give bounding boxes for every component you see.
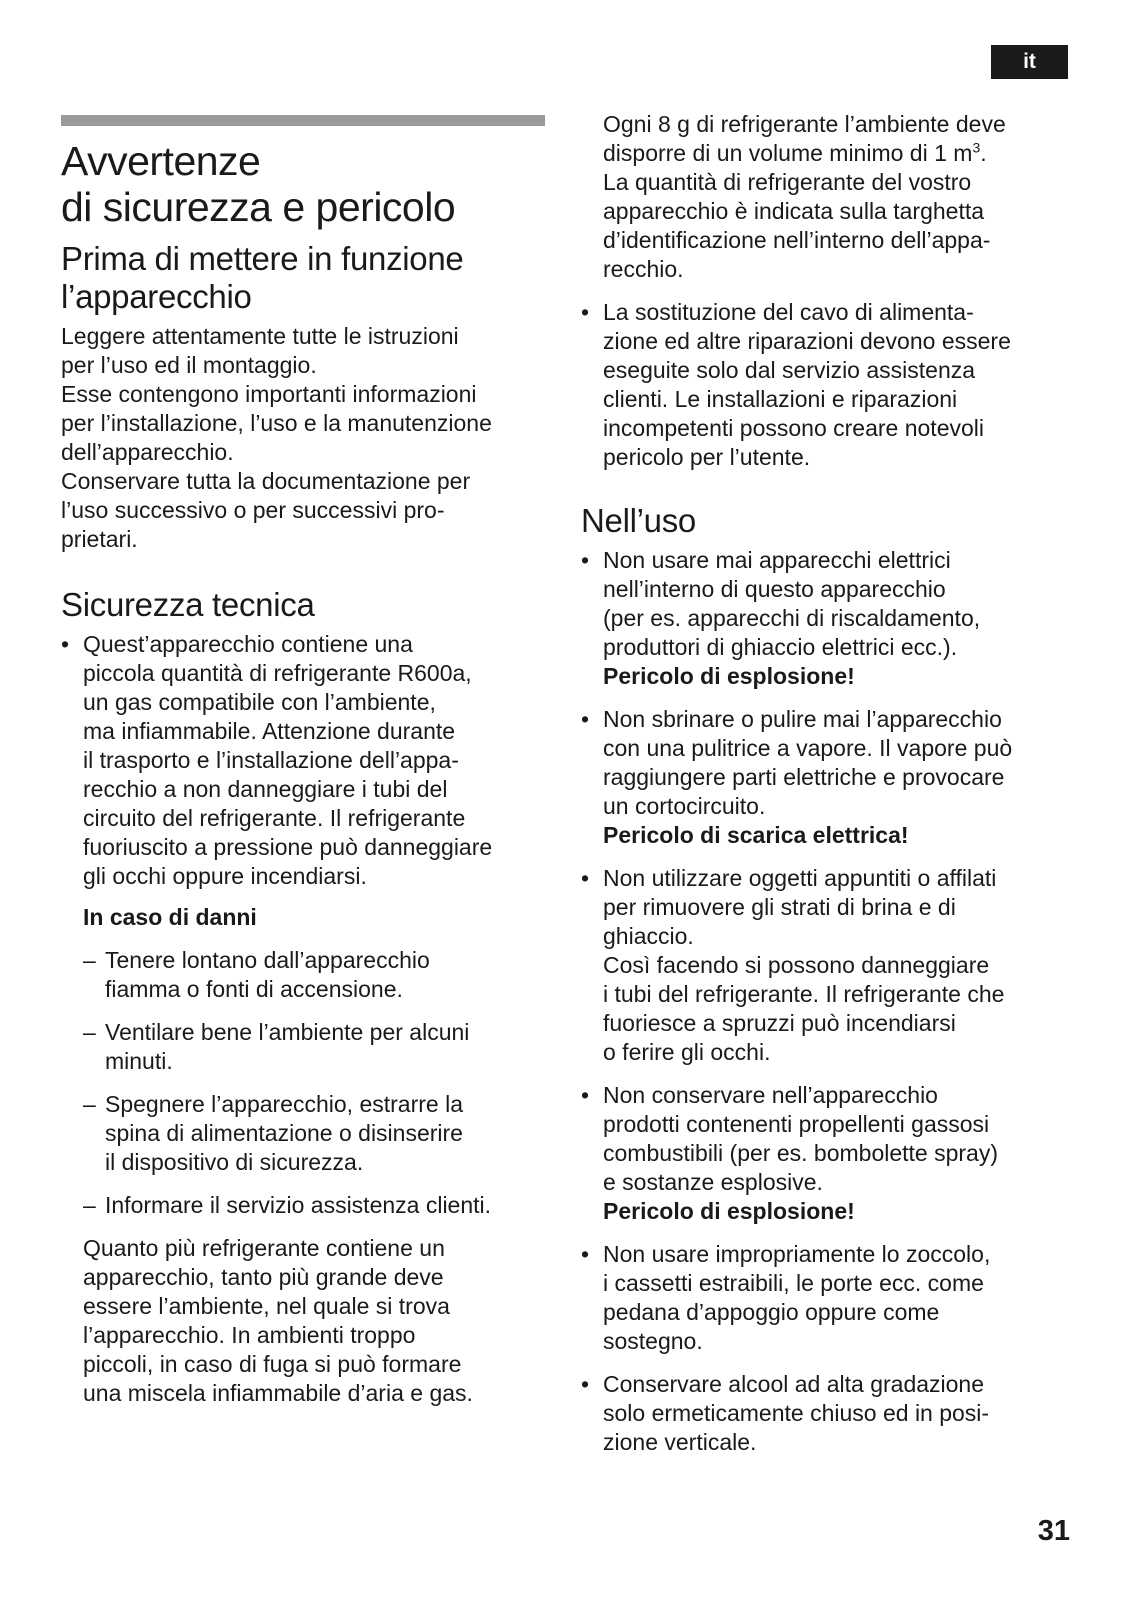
text-line: d’identificazione nell’interno dell’appa- xyxy=(603,227,991,253)
text-line: minuti. xyxy=(105,1048,173,1074)
text-line: La quantità di refrigerante del vostro xyxy=(603,169,972,195)
text-line: pedana d’appoggio oppure come xyxy=(603,1299,940,1325)
text-line: prietari. xyxy=(61,526,138,552)
text-line: – Spegnere l’apparecchio, estrarre la xyxy=(105,1091,463,1117)
section-heading-before-use xyxy=(61,240,551,316)
closing-paragraph xyxy=(83,1234,551,1408)
text-line: – Informare il servizio assistenza clienti. xyxy=(105,1192,492,1218)
damage-subsection xyxy=(61,903,551,1408)
page-title xyxy=(61,138,551,230)
volume-end: . xyxy=(980,140,987,166)
text-line: per l’installazione, l’uso e la manutenzione xyxy=(61,410,492,436)
language-badge: it xyxy=(991,45,1068,79)
text-line: incompetenti possono creare notevoli xyxy=(603,415,985,441)
text-line: gli occhi oppure incendiarsi. xyxy=(83,863,367,889)
text-line-volume xyxy=(603,139,1071,168)
text-line: un gas compatibile con l’ambiente, xyxy=(83,689,436,715)
text-line: ghiaccio. xyxy=(603,923,694,949)
page-title-line: Avvertenze xyxy=(61,138,261,184)
section-heading-technical-safety: Sicurezza tecnica xyxy=(61,586,315,623)
text-line: apparecchio è indicata sulla targhetta xyxy=(603,198,985,224)
right-column xyxy=(581,110,1071,1471)
text-line: piccoli, in caso di fuga si può formare xyxy=(83,1351,462,1377)
text-line: fuoriuscito a pressione può danneggiare xyxy=(83,834,493,860)
text-line: i tubi del refrigerante. Il refrigerante che xyxy=(603,981,1005,1007)
left-column xyxy=(61,138,551,1408)
dash-item xyxy=(83,946,551,1004)
text-line: il trasporto e l’installazione dell’appa- xyxy=(83,747,459,773)
text-line: • Conservare alcool ad alta gradazione xyxy=(603,1371,985,1397)
text-line: sostegno. xyxy=(603,1328,703,1354)
text-line: o ferire gli occhi. xyxy=(603,1039,771,1065)
dash-item xyxy=(83,1191,551,1220)
text-line: fuoriesce a spruzzi può incendiarsi xyxy=(603,1010,956,1036)
bullet-item xyxy=(581,864,1071,1067)
text-line: – Ventilare bene l’ambiente per alcuni xyxy=(105,1019,470,1045)
text-line: il dispositivo di sicurezza. xyxy=(105,1149,364,1175)
text-line: • Non usare impropriamente lo zoccolo, xyxy=(603,1241,991,1267)
text-line: essere l’ambiente, nel quale si trova xyxy=(83,1293,450,1319)
text-line: • Non usare mai apparecchi elettrici xyxy=(603,547,951,573)
text-line: – Tenere lontano dall’apparecchio xyxy=(105,947,430,973)
text-line: fiamma o fonti di accensione. xyxy=(105,976,403,1002)
text-line: piccola quantità di refrigerante R600a, xyxy=(83,660,472,686)
page-title-line: di sicurezza e pericolo xyxy=(61,184,456,230)
text-line: spina di alimentazione o disinserire xyxy=(105,1120,463,1146)
warning-text: Pericolo di esplosione! xyxy=(603,1198,855,1224)
volume-text: disporre di un volume minimo di 1 m xyxy=(603,140,973,166)
text-line: l’uso successivo o per successivi pro- xyxy=(61,497,445,523)
text-line: (per es. apparecchi di riscaldamento, xyxy=(603,605,981,631)
text-line: • Non sbrinare o pulire mai l’apparecchio xyxy=(603,706,1002,732)
text-line: ma infiammabile. Attenzione durante xyxy=(83,718,456,744)
text-line: solo ermeticamente chiuso ed in posi- xyxy=(603,1400,990,1426)
warning-text: Pericolo di esplosione! xyxy=(603,663,855,689)
text-line: • Non conservare nell’apparecchio xyxy=(603,1082,938,1108)
text-line: combustibili (per es. bombolette spray) xyxy=(603,1140,998,1166)
dash-item xyxy=(83,1090,551,1177)
text-line: Così facendo si possono danneggiare xyxy=(603,952,990,978)
text-line: recchio a non danneggiare i tubi del xyxy=(83,776,448,802)
bullet-item xyxy=(61,630,551,891)
bullet-item xyxy=(581,298,1071,472)
text-line: Ogni 8 g di refrigerante l’ambiente deve xyxy=(603,111,1006,137)
text-line: con una pulitrice a vapore. Il vapore può xyxy=(603,735,1013,761)
text-line: produttori di ghiaccio elettrici ecc.). xyxy=(603,634,958,660)
superscript: 3 xyxy=(972,139,981,156)
bullet-item xyxy=(581,1240,1071,1356)
text-line: Conservare tutta la documentazione per xyxy=(61,468,471,494)
heading-line: l’apparecchio xyxy=(61,278,252,315)
bullet-item xyxy=(581,1081,1071,1226)
intro-paragraph xyxy=(61,322,551,554)
text-line: zione ed altre riparazioni devono essere xyxy=(603,328,1011,354)
text-line: e sostanze esplosive. xyxy=(603,1169,823,1195)
text-line: Leggere attentamente tutte le istruzioni xyxy=(61,323,459,349)
page-number: 31 xyxy=(1037,1515,1070,1547)
damage-title: In caso di danni xyxy=(83,904,257,930)
text-line: una miscela infiammabile d’aria e gas. xyxy=(83,1380,473,1406)
bullet-item xyxy=(581,546,1071,691)
text-line: per rimuovere gli strati di brina e di xyxy=(603,894,956,920)
bullet-item xyxy=(581,705,1071,850)
dash-item xyxy=(83,1018,551,1076)
section-rule xyxy=(61,115,545,126)
text-line: clienti. Le installazioni e riparazioni xyxy=(603,386,958,412)
text-line: eseguite solo dal servizio assistenza xyxy=(603,357,976,383)
heading-line: Prima di mettere in funzione xyxy=(61,240,464,277)
text-line: l’apparecchio. In ambienti troppo xyxy=(83,1322,416,1348)
text-line: i cassetti estraibili, le porte ecc. come xyxy=(603,1270,984,1296)
text-line: • Non utilizzare oggetti appuntiti o affilati xyxy=(603,865,997,891)
text-line: recchio. xyxy=(603,256,684,282)
text-line: Esse contengono importanti informazioni xyxy=(61,381,477,407)
continuation-paragraph xyxy=(581,110,1071,284)
text-line: dell’apparecchio. xyxy=(61,439,234,465)
warning-text: Pericolo di scarica elettrica! xyxy=(603,822,909,848)
text-line: • La sostituzione del cavo di alimenta- xyxy=(603,299,974,325)
text-line: un cortocircuito. xyxy=(603,793,766,819)
text-line: raggiungere parti elettriche e provocare xyxy=(603,764,1005,790)
text-line: prodotti contenenti propellenti gassosi xyxy=(603,1111,990,1137)
section-heading-in-use: Nell’uso xyxy=(581,502,696,539)
text-line: pericolo per l’utente. xyxy=(603,444,811,470)
text-line: apparecchio, tanto più grande deve xyxy=(83,1264,444,1290)
text-line: per l’uso ed il montaggio. xyxy=(61,352,317,378)
text-line: • Quest’apparecchio contiene una xyxy=(83,631,413,657)
text-line: zione verticale. xyxy=(603,1429,757,1455)
text-line: Quanto più refrigerante contiene un xyxy=(83,1235,445,1261)
text-line: nell’interno di questo apparecchio xyxy=(603,576,946,602)
bullet-item xyxy=(581,1370,1071,1457)
text-line: circuito del refrigerante. Il refrigerante xyxy=(83,805,466,831)
